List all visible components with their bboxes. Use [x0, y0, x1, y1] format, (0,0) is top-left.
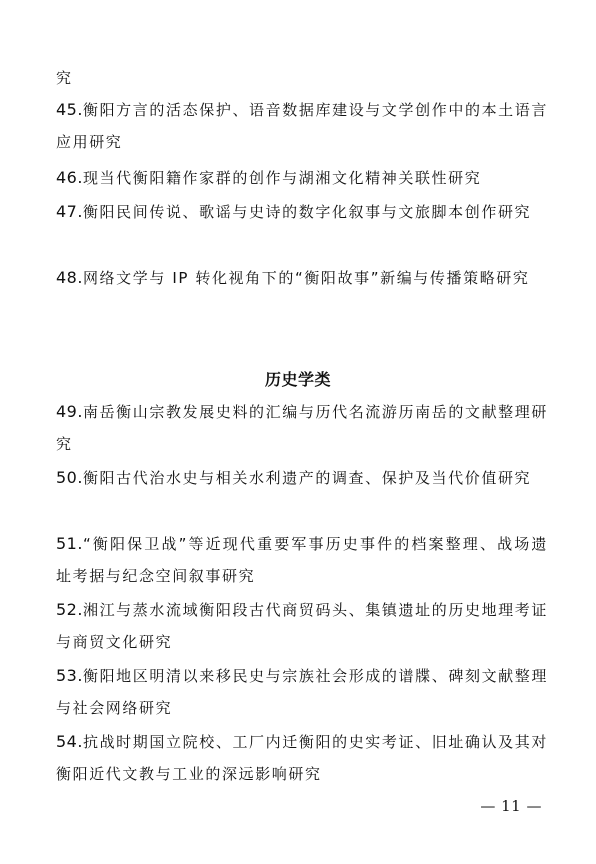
item-number: 46. [56, 168, 83, 187]
item-text: 衡阳民间传说、歌谣与史诗的数字化叙事与文旅脚本创作研究 [82, 203, 532, 221]
item-number: 50. [56, 468, 83, 487]
item-number: 48. [56, 268, 83, 287]
item-text: 抗战时期国立院校、工厂内迁衡阳的史实考证、旧址确认及其对衡阳近代文教与工业的深远影响研究 [56, 733, 548, 783]
list-item-48 [56, 262, 548, 294]
item-text: 衡阳方言的活态保护、语音数据库建设与文学创作中的本土语言应用研究 [56, 101, 548, 151]
list-item-49 [56, 396, 548, 460]
item-text: “衡阳保卫战”等近现代重要军事历史事件的档案整理、战场遗址考据与纪念空间叙事研究 [56, 535, 548, 585]
item-number: 54. [56, 732, 83, 751]
list-item-54 [56, 726, 548, 790]
item-number: 49. [56, 402, 83, 421]
carryover-text-content: 究 [56, 69, 73, 87]
item-text: 南岳衡山宗教发展史料的汇编与历代名流游历南岳的文献整理研究 [56, 403, 548, 453]
item-text: 现当代衡阳籍作家群的创作与湖湘文化精神关联性研究 [82, 169, 482, 187]
item-text: 网络文学与 IP 转化视角下的“衡阳故事”新编与传播策略研究 [82, 269, 530, 287]
item-text: 湘江与蒸水流域衡阳段古代商贸码头、集镇遗址的历史地理考证与商贸文化研究 [56, 601, 548, 651]
item-number: 52. [56, 600, 83, 619]
section-title: 历史学类 [264, 370, 331, 389]
item-number: 53. [56, 666, 83, 685]
item-number: 45. [56, 100, 83, 119]
list-item-45 [56, 94, 548, 158]
list-item-46 [56, 162, 548, 194]
list-item-52 [56, 594, 548, 658]
item-number: 51. [56, 534, 83, 553]
page-number: — 11 — [480, 797, 542, 815]
list-item-51 [56, 528, 548, 592]
item-text: 衡阳古代治水史与相关水利遗产的调查、保护及当代价值研究 [82, 469, 532, 487]
item-text: 衡阳地区明清以来移民史与宗族社会形成的谱牒、碑刻文献整理与社会网络研究 [56, 667, 548, 717]
list-item-53 [56, 660, 548, 724]
carryover-text [56, 62, 548, 94]
list-item-50 [56, 462, 548, 494]
list-item-47 [56, 196, 548, 228]
item-number: 47. [56, 202, 83, 221]
